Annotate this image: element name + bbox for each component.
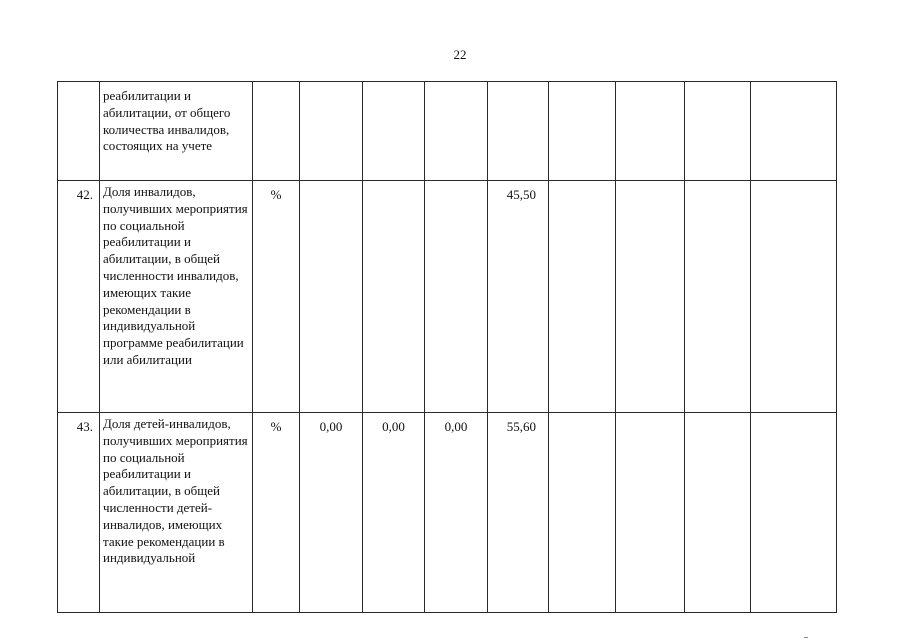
value-cell xyxy=(751,82,837,181)
value-cell xyxy=(685,181,751,413)
indicator-name: Доля детей-инвалидов, получивших мероприятия по социальной реабилитации и абилитации, в общей численности детей-инвалидов, имеющих такие рекомендации в индивидуальной xyxy=(100,413,253,613)
value-cell xyxy=(685,413,751,613)
scan-speck xyxy=(804,637,808,638)
value-cell: 45,50 xyxy=(488,181,549,413)
value-cell: 0,00 xyxy=(363,413,425,613)
indicator-name: реабилитации и абилитации, от общего количества инвалидов, состоящих на учете xyxy=(100,82,253,181)
value-cell: 0,00 xyxy=(300,413,363,613)
value-cell xyxy=(300,82,363,181)
unit-cell: % xyxy=(253,181,300,413)
row-number xyxy=(58,82,100,181)
value-cell xyxy=(616,82,685,181)
value-cell xyxy=(616,181,685,413)
table-row xyxy=(58,181,837,413)
table-row xyxy=(58,413,837,613)
value-cell xyxy=(685,82,751,181)
value-cell xyxy=(616,413,685,613)
value-cell xyxy=(363,181,425,413)
value-cell xyxy=(425,181,488,413)
value-cell xyxy=(549,181,616,413)
value-cell xyxy=(751,181,837,413)
value-cell xyxy=(425,82,488,181)
value-cell: 55,60 xyxy=(488,413,549,613)
value-cell xyxy=(549,413,616,613)
table-row xyxy=(58,82,837,181)
unit-cell xyxy=(253,82,300,181)
page-number: 22 xyxy=(453,47,467,62)
value-cell: 0,00 xyxy=(425,413,488,613)
row-number: 43. xyxy=(58,413,100,613)
indicator-name: Доля инвалидов, получивших мероприятия по социальной реабилитации и абилитации, в общей численности инвалидов, имеющих такие рекомендации в индивидуальной программе реабилитации или абилитации xyxy=(100,181,253,413)
value-cell xyxy=(300,181,363,413)
value-cell xyxy=(363,82,425,181)
value-cell xyxy=(751,413,837,613)
value-cell xyxy=(488,82,549,181)
indicator-table xyxy=(57,81,837,613)
row-number: 42. xyxy=(58,181,100,413)
unit-cell: % xyxy=(253,413,300,613)
value-cell xyxy=(549,82,616,181)
